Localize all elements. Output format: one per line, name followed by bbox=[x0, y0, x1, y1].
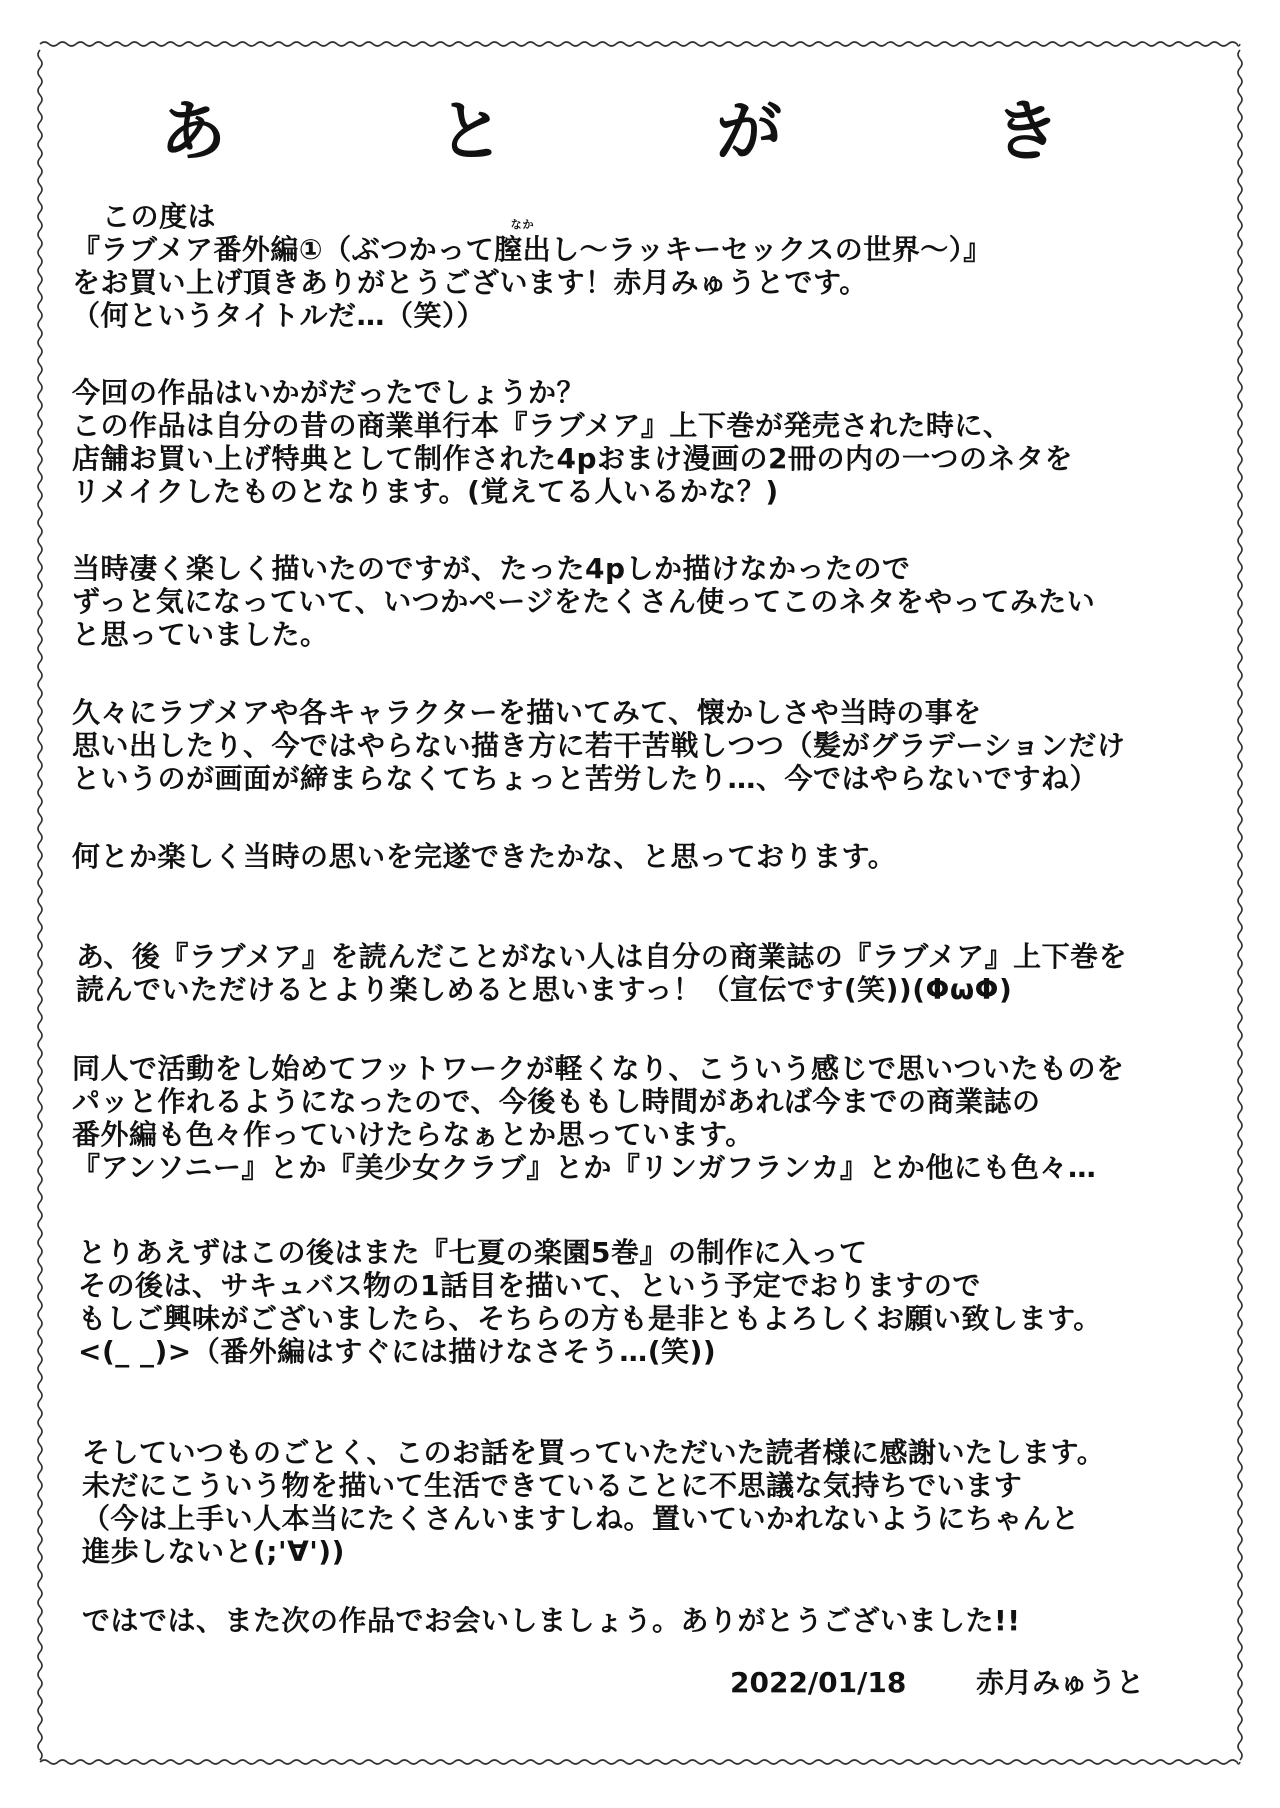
text-line: 同人で活動をし始めてフットワークが軽くなり、こういう感じで思いついたものを bbox=[72, 1052, 1125, 1085]
text-line: この度は bbox=[102, 200, 217, 233]
text-segment: 『ラブメア番外編①（ぶつかって bbox=[72, 233, 495, 266]
text-line: と思っていました。 bbox=[72, 618, 329, 651]
text-line: ずっと気になっていて、いつかページをたくさん使ってこのネタをやってみたい bbox=[72, 585, 1096, 618]
page-title bbox=[160, 92, 1060, 172]
text-line: そしていつものごとく、このお話を買っていただいた読者様に感謝いたします。 bbox=[82, 1436, 1106, 1469]
title-char-2: と bbox=[438, 93, 504, 170]
paragraph-completion bbox=[72, 840, 896, 873]
title-char-4: き bbox=[994, 93, 1060, 170]
paragraph-promotion bbox=[76, 940, 1127, 1006]
paragraph-thanks bbox=[82, 1436, 1105, 1568]
paragraph-drawing-experience bbox=[72, 696, 1125, 795]
text-line: 番外編も色々作っていけたらなぁとか思っています。 bbox=[72, 1118, 754, 1151]
text-line: その後は、サキュバス物の1話目を描いて、という予定でおりますので bbox=[78, 1269, 981, 1302]
ruby-base: 膣出 bbox=[494, 233, 552, 266]
text-line: パッと作れるようになったので、今後ももし時間があれば今までの商業誌の bbox=[72, 1085, 1041, 1118]
text-line: をお買い上げ頂きありがとうございます！赤月みゅうとです。 bbox=[72, 266, 868, 299]
text-line: もしご興味がございましたら、そちらの方も是非ともよろしくお願い致します。 bbox=[78, 1302, 1102, 1335]
text-line: 久々にラブメアや各キャラクターを描いてみて、懐かしさや当時の事を bbox=[72, 696, 982, 729]
text-line: 『アンソニー』とか『美少女クラブ』とか『リンガフランカ』とか他にも色々… bbox=[72, 1151, 1097, 1184]
paragraph-future-plans bbox=[72, 1052, 1125, 1184]
text-line: 進歩しないと(;'∀')) bbox=[82, 1535, 345, 1568]
paragraph-about-work bbox=[72, 376, 1073, 508]
signature-author: 赤月みゅうと bbox=[976, 1666, 1145, 1699]
text-line: （今は上手い人本当にたくさんいますしね。置いていかれないようにちゃんと bbox=[82, 1502, 1080, 1535]
paragraph-greeting bbox=[72, 200, 992, 332]
text-line: <(_ _)>（番外編はすぐには描けなさそう…(笑)) bbox=[78, 1335, 717, 1368]
text-line: 読んでいただけるとより楽しめると思いますっ！（宣伝です(笑))(ΦωΦ) bbox=[76, 973, 1013, 1006]
title-char-3: が bbox=[716, 93, 782, 170]
text-line: この作品は自分の昔の商業単行本『ラブメア』上下巻が発売された時に、 bbox=[72, 409, 1012, 442]
text-line: ではでは、また次の作品でお会いしましょう。ありがとうございました!! bbox=[82, 1604, 1021, 1637]
paragraph-next-projects bbox=[78, 1236, 1102, 1368]
signature-date: 2022/01/18 bbox=[730, 1666, 907, 1699]
title-char-1: あ bbox=[160, 93, 226, 170]
text-line: 店舗お買い上げ特典として制作された4pおまけ漫画の2冊の内の一つのネタを bbox=[72, 442, 1074, 475]
text-line: 思い出したり、今ではやらない描き方に若干苦戦しつつ（髪がグラデーションだけ bbox=[72, 729, 1126, 762]
paragraph-background bbox=[72, 552, 1095, 651]
text-line-with-ruby bbox=[72, 218, 992, 266]
text-line: というのが画面が締まらなくてちょっと苦労したり…、今ではやらないですね） bbox=[72, 762, 1099, 795]
text-line: リメイクしたものとなります。(覚えてる人いるかな？) bbox=[72, 475, 779, 508]
text-line: （何というタイトルだ…（笑）） bbox=[72, 299, 485, 332]
text-line: 今回の作品はいかがだったでしょうか？ bbox=[72, 376, 586, 409]
text-line: とりあえずはこの後はまた『七夏の楽園5巻』の制作に入って bbox=[78, 1236, 868, 1269]
text-line: あ、後『ラブメア』を読んだことがない人は自分の商業誌の『ラブメア』上下巻を bbox=[76, 940, 1128, 973]
text-segment: し～ラッキーセックスの世界～）』 bbox=[551, 233, 992, 266]
paragraph-closing bbox=[82, 1604, 1021, 1637]
ruby-reading: なか bbox=[510, 218, 535, 231]
text-line: 何とか楽しく当時の思いを完遂できたかな、と思っております。 bbox=[72, 840, 897, 873]
ruby-word bbox=[494, 218, 552, 266]
signature-line bbox=[730, 1666, 1144, 1700]
text-line: 未だにこういう物を描いて生活できていることに不思議な気持ちでいます bbox=[82, 1469, 1023, 1502]
text-line: 当時凄く楽しく描いたのですが、たった4pしか描けなかったので bbox=[72, 552, 911, 585]
